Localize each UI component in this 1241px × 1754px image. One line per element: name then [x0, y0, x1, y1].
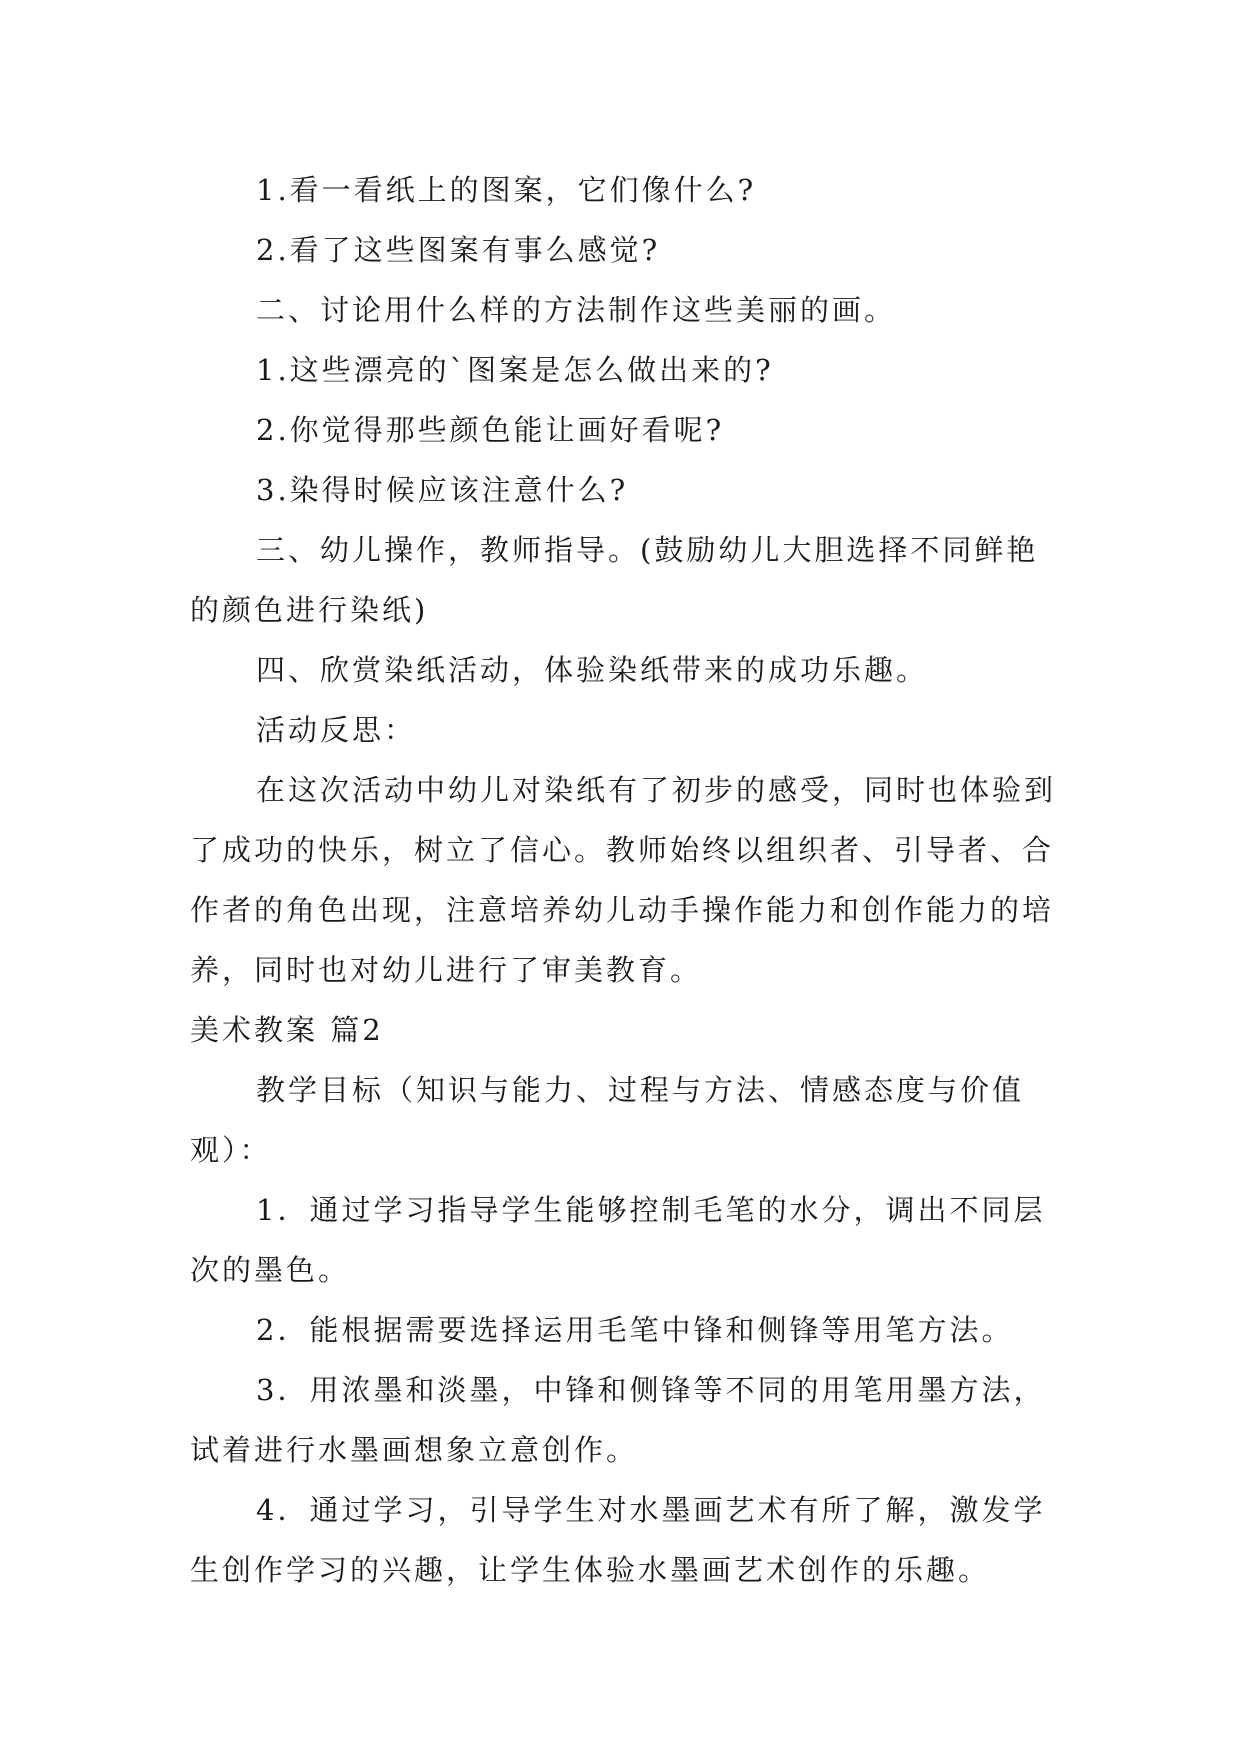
paragraph: 3.染得时候应该注意什么? — [256, 473, 629, 507]
paragraph: 1.看一看纸上的图案，它们像什么? — [256, 173, 757, 207]
section-heading: 美术教案 篇2 — [190, 1013, 384, 1047]
paragraph: 四、欣赏染纸活动，体验染纸带来的成功乐趣。 — [256, 653, 929, 687]
paragraph: 2.你觉得那些颜色能让画好看呢? — [256, 413, 725, 447]
paragraph: 1.这些漂亮的`图案是怎么做出来的? — [256, 353, 774, 387]
paragraph: 二、讨论用什么样的方法制作这些美丽的画。 — [256, 293, 897, 327]
paragraph: 教学目标（知识与能力、过程与方法、情感态度与价值观）： — [190, 1073, 1025, 1167]
paragraph: 4．通过学习，引导学生对水墨画艺术有所了解，激发学生创作学习的兴趣，让学生体验水墨画艺术创作的乐趣。 — [190, 1493, 1046, 1587]
paragraph: 在这次活动中幼儿对染纸有了初步的感受，同时也体验到了成功的快乐，树立了信心。教师始终以组织者、引导者、合作者的角色出现，注意培养幼儿动手操作能力和创作能力的培养，同时也对幼儿进行了审美教育。 — [190, 773, 1057, 987]
paragraph: 三、幼儿操作，教师指导。(鼓励幼儿大胆选择不同鲜艳的颜色进行染纸) — [190, 533, 1039, 627]
document-body — [190, 160, 1070, 1600]
paragraph: 2．能根据需要选择运用毛笔中锋和侧锋等用笔方法。 — [256, 1313, 1014, 1347]
paragraph: 2.看了这些图案有事么感觉? — [256, 233, 661, 267]
paragraph: 活动反思： — [256, 713, 417, 747]
paragraph: 3．用浓墨和淡墨，中锋和侧锋等不同的用笔用墨方法，试着进行水墨画想象立意创作。 — [190, 1373, 1046, 1467]
paragraph: 1．通过学习指导学生能够控制毛笔的水分，调出不同层次的墨色。 — [190, 1193, 1046, 1287]
